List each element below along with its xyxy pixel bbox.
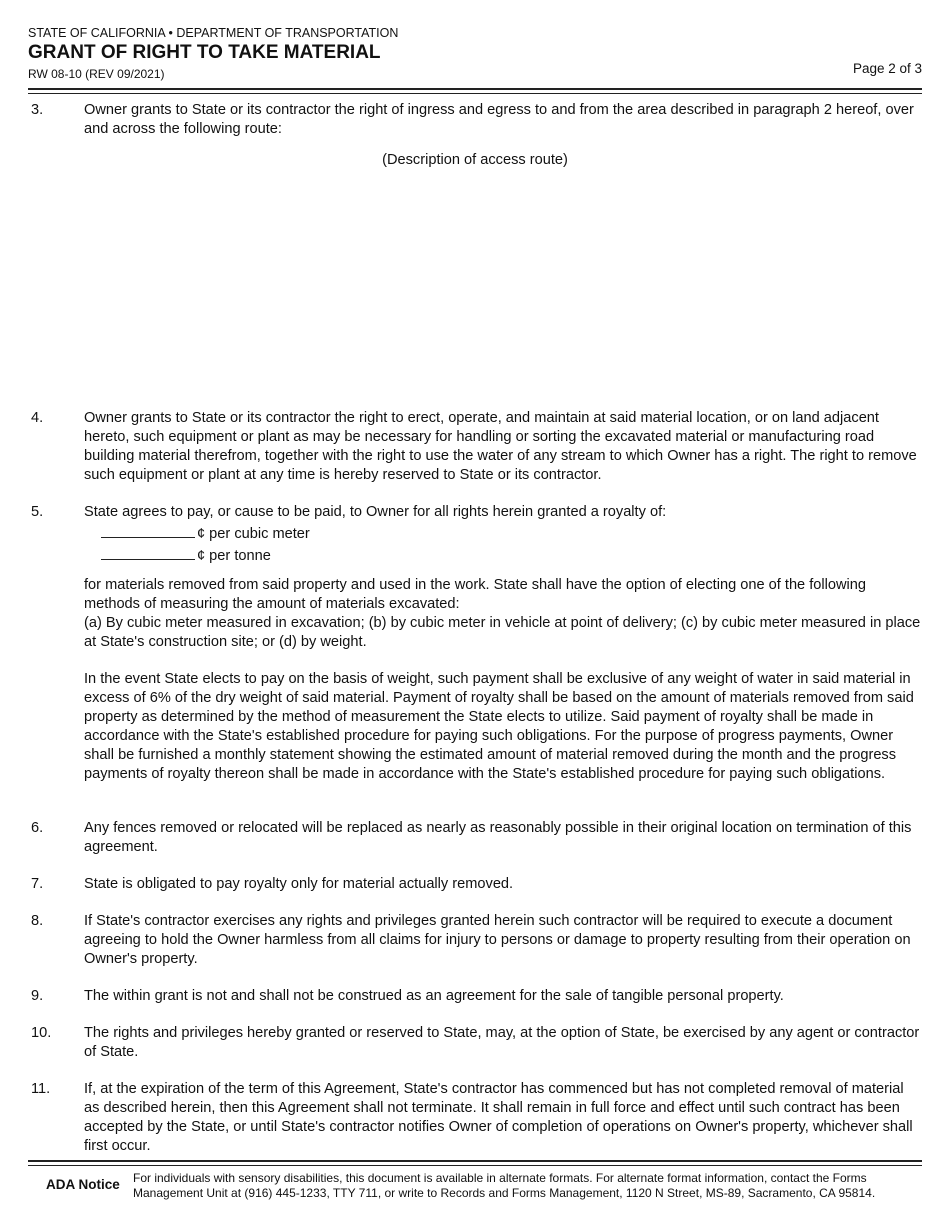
royalty-cubic-input[interactable] (101, 523, 195, 538)
section-number: 3. (31, 102, 44, 118)
section-6 (28, 819, 922, 857)
royalty-tonne-row (101, 545, 922, 567)
royalty-tonne-input[interactable] (101, 545, 195, 560)
section-4 (28, 409, 922, 485)
form-title: GRANT OF RIGHT TO TAKE MATERIAL (28, 42, 381, 63)
form-header (28, 26, 922, 82)
section-text: If State's contractor exercises any rights and privileges granted herein such contractor will be required to execute a document agreeing to hold the Owner harmless from all claims for injury to persons or damage to property resulting from their operation on Owner's property. (84, 913, 911, 967)
section-text: State is obligated to pay royalty only for material actually removed. (84, 876, 514, 892)
section-3 (28, 101, 922, 170)
section-number: 7. (31, 876, 44, 892)
section-9 (28, 987, 922, 1006)
section-paragraph: for materials removed from said property and used in the work. State shall have the option of electing one of the following methods of measuring the amount of materials excavated: (84, 577, 867, 612)
section-intro: State agrees to pay, or cause to be paid, to Owner for all rights herein granted a royalty of: (84, 504, 667, 520)
form-number: RW 08-10 (REV 09/2021) (28, 67, 165, 81)
royalty-cubic-row (101, 523, 922, 545)
section-number: 10. (31, 1025, 52, 1041)
access-route-field[interactable] (84, 175, 922, 395)
section-7 (28, 875, 922, 894)
royalty-tonne-label: ¢ per tonne (197, 548, 271, 564)
royalty-cubic-label: ¢ per cubic meter (197, 526, 310, 542)
section-text: Owner grants to State or its contractor the right to erect, operate, and maintain at said material location, or on land adjacent hereto, such equipment or plant as may be necessary for handling or sorting the excavated material or manufacturing road building material therefrom, together with the right to use the water of any stream to which Owner has a right. The right to remove such equipment or plant at any time is hereby reserved to State or its contractor. (84, 410, 917, 483)
section-number: 11. (31, 1081, 51, 1097)
section-text: If, at the expiration of the term of this Agreement, State's contractor has commenced but has not completed removal of material as described herein, then this Agreement shall not terminate. It shall remain in full force and effect until such contract has been accepted by the State, or until State's contractor notifies Owner of completion of operations on Owner's property, whichever shall first occur. (84, 1081, 913, 1154)
section-paragraph: In the event State elects to pay on the basis of weight, such payment shall be exclusive of any weight of water in said material in excess of 6% of the dry weight of said material. Payment of royalty shall be based on the amount of materials removed from said property as determined by the method of measurement the State elects to utilize. Said payment of royalty shall be made in accordance with the State's established procedure for paying such obligations. For the purpose of progress payments, Owner shall be furnished a monthly statement showing the estimated amount of material removed during the month and the progress payments of royalty thereon shall be made in accordance with the State's established procedure for paying such obligations. (84, 671, 914, 782)
section-number: 8. (31, 913, 44, 929)
section-text: The within grant is not and shall not be construed as an agreement for the sale of tangible personal property. (84, 988, 784, 1004)
ada-notice-text: For individuals with sensory disabilities, this document is available in alternate formats. For alternate format information, contact the Forms Management Unit at (916) 445-1233, TTY 711, or write to Records and Forms Management, 1120 N Street, MS-89, Sacramento, CA 95814. (133, 1171, 876, 1200)
section-text: The rights and privileges hereby granted or reserved to State, may, at the option of State, be exercised by any agent or contractor of State. (84, 1025, 920, 1060)
section-number: 6. (31, 820, 44, 836)
section-text: Any fences removed or relocated will be replaced as nearly as reasonably possible in their original location on termination of this agreement. (84, 820, 912, 855)
section-11 (28, 1080, 922, 1156)
page-number: Page 2 of 3 (852, 61, 922, 76)
access-route-label: (Description of access route) (382, 152, 568, 168)
section-number: 9. (31, 988, 44, 1004)
section-number: 5. (31, 504, 44, 520)
agency-name: STATE OF CALIFORNIA • DEPARTMENT OF TRANSPORTATION (28, 26, 399, 40)
section-paragraph: (a) By cubic meter measured in excavation; (b) by cubic meter in vehicle at point of delivery; (c) by cubic meter measured in place at State's construction site; or (d) by weight. (84, 615, 921, 650)
section-5 (28, 503, 922, 784)
section-text: Owner grants to State or its contractor the right of ingress and egress to and from the area described in paragraph 2 hereof, over and across the following route: (84, 102, 914, 137)
section-number: 4. (31, 410, 44, 426)
footer-divider (28, 1160, 922, 1166)
section-10 (28, 1024, 922, 1062)
ada-notice-label: ADA Notice (46, 1177, 120, 1192)
section-8 (28, 912, 922, 969)
header-divider (28, 88, 922, 94)
